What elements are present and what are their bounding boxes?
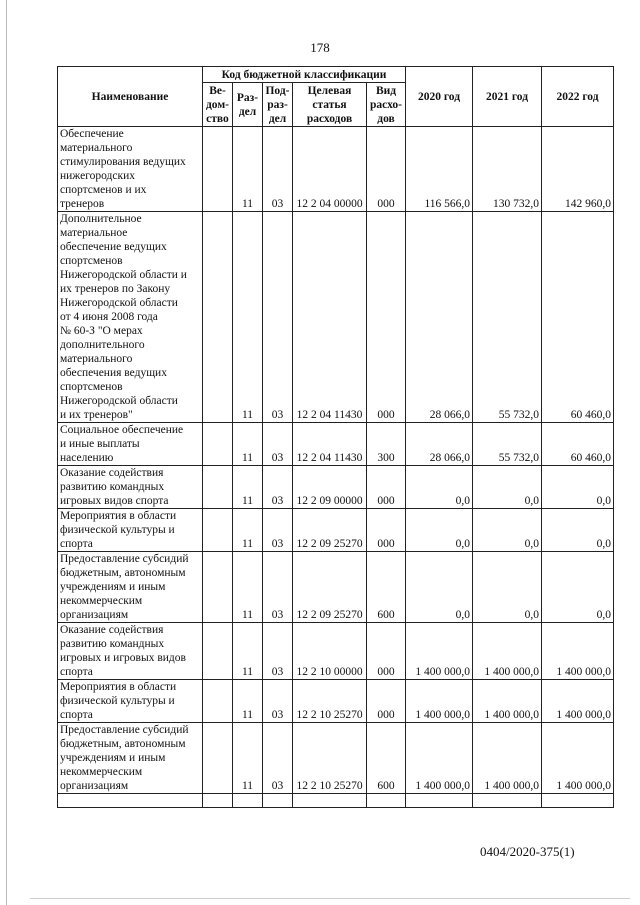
cell-podrazdel: 03	[263, 423, 293, 466]
cell-name-line: развитию командных	[60, 638, 165, 650]
header-2021: 2021 год	[473, 67, 542, 127]
cell-razdel: 11	[233, 466, 263, 509]
cell-2020: 1 400 000,0	[406, 680, 473, 723]
cell-razdel: 11	[233, 623, 263, 680]
cell-vid-raskhodov: 600	[367, 552, 406, 623]
cell-2022: 1 400 000,0	[542, 723, 614, 794]
cell-razdel: 11	[233, 423, 263, 466]
cell-2020: 0,0	[406, 509, 473, 552]
table-row	[58, 466, 614, 509]
header-2022: 2022 год	[542, 67, 614, 127]
cell-name-line: № 60-З "О мерах	[60, 325, 143, 337]
header-line: ство	[206, 112, 229, 125]
cell-name	[58, 509, 203, 552]
table-row	[58, 423, 614, 466]
cell-razdel: 11	[233, 127, 263, 212]
cell-name-line: Предоставление субсидий	[60, 724, 189, 736]
header-line: Ве-	[209, 84, 226, 97]
cell-name-line: бюджетным, автономным	[60, 567, 186, 579]
scan-bottom-line	[30, 898, 630, 899]
cell-name-line: Нижегородской области	[60, 395, 178, 407]
cell-razdel: 11	[233, 552, 263, 623]
cell-name-line: населению	[60, 452, 114, 464]
cell-name-line: материального	[60, 353, 133, 365]
cell-2022: 0,0	[542, 552, 614, 623]
header-line: Вид	[375, 84, 397, 97]
table-body	[58, 127, 614, 808]
empty-cell	[293, 794, 367, 808]
table-row	[58, 623, 614, 680]
cell-2022: 1 400 000,0	[542, 623, 614, 680]
cell-name-line: от 4 июня 2008 года	[60, 311, 158, 323]
cell-podrazdel: 03	[263, 509, 293, 552]
cell-name-line: спорта	[60, 666, 93, 678]
cell-vid-raskhodov: 000	[367, 466, 406, 509]
cell-vedomstvo	[203, 723, 233, 794]
document-code: 0404/2020-375(1)	[480, 844, 575, 859]
cell-celevaya-statya: 12 2 04 11430	[293, 212, 367, 423]
cell-vedomstvo	[203, 680, 233, 723]
cell-name-line: спортсменов и их	[60, 184, 147, 196]
empty-cell	[542, 794, 614, 808]
cell-vedomstvo	[203, 552, 233, 623]
cell-name-line: организациям	[60, 780, 129, 792]
cell-name-line: Оказание содействия	[60, 467, 164, 479]
cell-name	[58, 623, 203, 680]
cell-2022: 0,0	[542, 509, 614, 552]
header-line: расходов	[306, 112, 353, 125]
cell-name-line: Мероприятия в области	[60, 681, 177, 693]
cell-name	[58, 212, 203, 423]
cell-name	[58, 680, 203, 723]
cell-name-line: Нижегородской области	[60, 297, 178, 309]
cell-razdel: 11	[233, 723, 263, 794]
cell-podrazdel: 03	[263, 623, 293, 680]
header-line: расхо-	[370, 98, 403, 111]
cell-name-line: спортсменов	[60, 255, 123, 267]
cell-2021: 55 732,0	[473, 212, 542, 423]
cell-vedomstvo	[203, 509, 233, 552]
cell-2020: 28 066,0	[406, 423, 473, 466]
header-line: Целевая	[307, 84, 352, 97]
cell-name-line: Обеспечение	[60, 128, 124, 140]
cell-celevaya-statya: 12 2 10 00000	[293, 623, 367, 680]
table-row	[58, 680, 614, 723]
cell-vedomstvo	[203, 423, 233, 466]
header-line: дел	[268, 112, 287, 125]
cell-celevaya-statya: 12 2 04 11430	[293, 423, 367, 466]
table-row	[58, 509, 614, 552]
cell-vid-raskhodov: 000	[367, 127, 406, 212]
cell-vedomstvo	[203, 466, 233, 509]
cell-podrazdel: 03	[263, 680, 293, 723]
cell-celevaya-statya: 12 2 10 25270	[293, 680, 367, 723]
empty-cell	[263, 794, 293, 808]
cell-2022: 1 400 000,0	[542, 680, 614, 723]
cell-name-line: материального	[60, 142, 133, 154]
cell-vid-raskhodov: 600	[367, 723, 406, 794]
cell-2020: 116 566,0	[406, 127, 473, 212]
cell-name-line: физической культуры и	[60, 524, 175, 536]
cell-name-line: физической культуры и	[60, 695, 175, 707]
cell-name-line: Социальное обеспечение	[60, 424, 184, 436]
cell-vid-raskhodov: 300	[367, 423, 406, 466]
cell-name-line: Оказание содействия	[60, 624, 164, 636]
cell-name-line: игровых видов спорта	[60, 495, 169, 507]
table-row-empty	[58, 794, 614, 808]
cell-vid-raskhodov: 000	[367, 212, 406, 423]
cell-2020: 0,0	[406, 552, 473, 623]
cell-name	[58, 423, 203, 466]
cell-2020: 0,0	[406, 466, 473, 509]
cell-celevaya-statya: 12 2 09 25270	[293, 552, 367, 623]
cell-name-line: стимулирования ведущих	[60, 156, 186, 168]
cell-name-line: обеспечения ведущих	[60, 367, 167, 379]
cell-2022: 142 960,0	[542, 127, 614, 212]
cell-2021: 0,0	[473, 466, 542, 509]
header-vedomstvo	[203, 83, 233, 127]
cell-name-line: Дополнительное	[60, 213, 142, 225]
cell-name-line: бюджетным, автономным	[60, 738, 186, 750]
header-2020: 2020 год	[406, 67, 473, 127]
table-row	[58, 552, 614, 623]
cell-vedomstvo	[203, 127, 233, 212]
header-line: дов	[377, 112, 395, 125]
cell-name-line: нижегородских	[60, 170, 136, 182]
header-line: раз-	[267, 98, 288, 111]
cell-2021: 0,0	[473, 552, 542, 623]
page-number: 178	[310, 40, 330, 55]
cell-vid-raskhodov: 000	[367, 680, 406, 723]
empty-cell	[58, 794, 203, 808]
cell-podrazdel: 03	[263, 212, 293, 423]
cell-vid-raskhodov: 000	[367, 509, 406, 552]
cell-name-line: Мероприятия в области	[60, 510, 177, 522]
cell-podrazdel: 03	[263, 723, 293, 794]
cell-name-line: учреждениям и иным	[60, 752, 166, 764]
cell-2021: 130 732,0	[473, 127, 542, 212]
cell-name-line: их тренеров по Закону	[60, 283, 171, 295]
cell-name-line: организациям	[60, 609, 129, 621]
cell-razdel: 11	[233, 680, 263, 723]
cell-name-line: игровых и игровых видов	[60, 652, 186, 664]
table-row	[58, 723, 614, 794]
cell-name-line: некоммерческим	[60, 595, 143, 607]
cell-2021: 0,0	[473, 509, 542, 552]
cell-2021: 55 732,0	[473, 423, 542, 466]
empty-cell	[203, 794, 233, 808]
cell-2021: 1 400 000,0	[473, 680, 542, 723]
cell-name-line: дополнительного	[60, 339, 145, 351]
cell-2022: 0,0	[542, 466, 614, 509]
cell-name-line: учреждениям и иным	[60, 581, 166, 593]
cell-name-line: материальное	[60, 227, 128, 239]
cell-2022: 60 460,0	[542, 423, 614, 466]
empty-cell	[473, 794, 542, 808]
cell-2021: 1 400 000,0	[473, 723, 542, 794]
cell-name-line: спорта	[60, 538, 93, 550]
empty-cell	[367, 794, 406, 808]
cell-vedomstvo	[203, 623, 233, 680]
cell-podrazdel: 03	[263, 552, 293, 623]
cell-name	[58, 466, 203, 509]
cell-name-line: некоммерческим	[60, 766, 143, 778]
cell-name-line: и их тренеров"	[60, 409, 133, 421]
cell-celevaya-statya: 12 2 10 25270	[293, 723, 367, 794]
cell-vedomstvo	[203, 212, 233, 423]
header-podrazdel	[263, 83, 293, 127]
table-row	[58, 127, 614, 212]
table-header	[58, 67, 614, 127]
header-line: статья	[312, 98, 347, 111]
header-name: Наименование	[58, 67, 203, 127]
cell-name-line: тренеров	[60, 198, 105, 210]
cell-name-line: и иные выплаты	[60, 438, 140, 450]
header-vid-raskhodov	[367, 83, 406, 127]
scan-edge-line	[6, 0, 7, 905]
cell-name-line: спорта	[60, 709, 93, 721]
cell-razdel: 11	[233, 509, 263, 552]
cell-2022: 60 460,0	[542, 212, 614, 423]
empty-cell	[406, 794, 473, 808]
cell-name	[58, 552, 203, 623]
header-line: дел	[238, 105, 257, 118]
cell-podrazdel: 03	[263, 466, 293, 509]
empty-cell	[233, 794, 263, 808]
header-line: дом-	[205, 98, 229, 111]
cell-celevaya-statya: 12 2 04 00000	[293, 127, 367, 212]
cell-vid-raskhodov: 000	[367, 623, 406, 680]
cell-razdel: 11	[233, 212, 263, 423]
cell-name-line: Предоставление субсидий	[60, 553, 189, 565]
header-razdel	[233, 83, 263, 127]
cell-name	[58, 127, 203, 212]
cell-celevaya-statya: 12 2 09 00000	[293, 466, 367, 509]
budget-table	[57, 66, 614, 808]
cell-name	[58, 723, 203, 794]
header-line: Под-	[265, 84, 290, 97]
header-celevaya-statya	[293, 83, 367, 127]
cell-name-line: обеспечение ведущих	[60, 241, 167, 253]
cell-name-line: спортсменов	[60, 381, 123, 393]
cell-name-line: развитию командных	[60, 481, 165, 493]
header-code-group: Код бюджетной классификации	[203, 67, 406, 83]
cell-2020: 1 400 000,0	[406, 623, 473, 680]
cell-2020: 28 066,0	[406, 212, 473, 423]
header-line: Раз-	[236, 91, 259, 104]
table-row	[58, 212, 614, 423]
cell-name-line: Нижегородской области и	[60, 269, 187, 281]
cell-podrazdel: 03	[263, 127, 293, 212]
cell-celevaya-statya: 12 2 09 25270	[293, 509, 367, 552]
cell-2020: 1 400 000,0	[406, 723, 473, 794]
cell-2021: 1 400 000,0	[473, 623, 542, 680]
